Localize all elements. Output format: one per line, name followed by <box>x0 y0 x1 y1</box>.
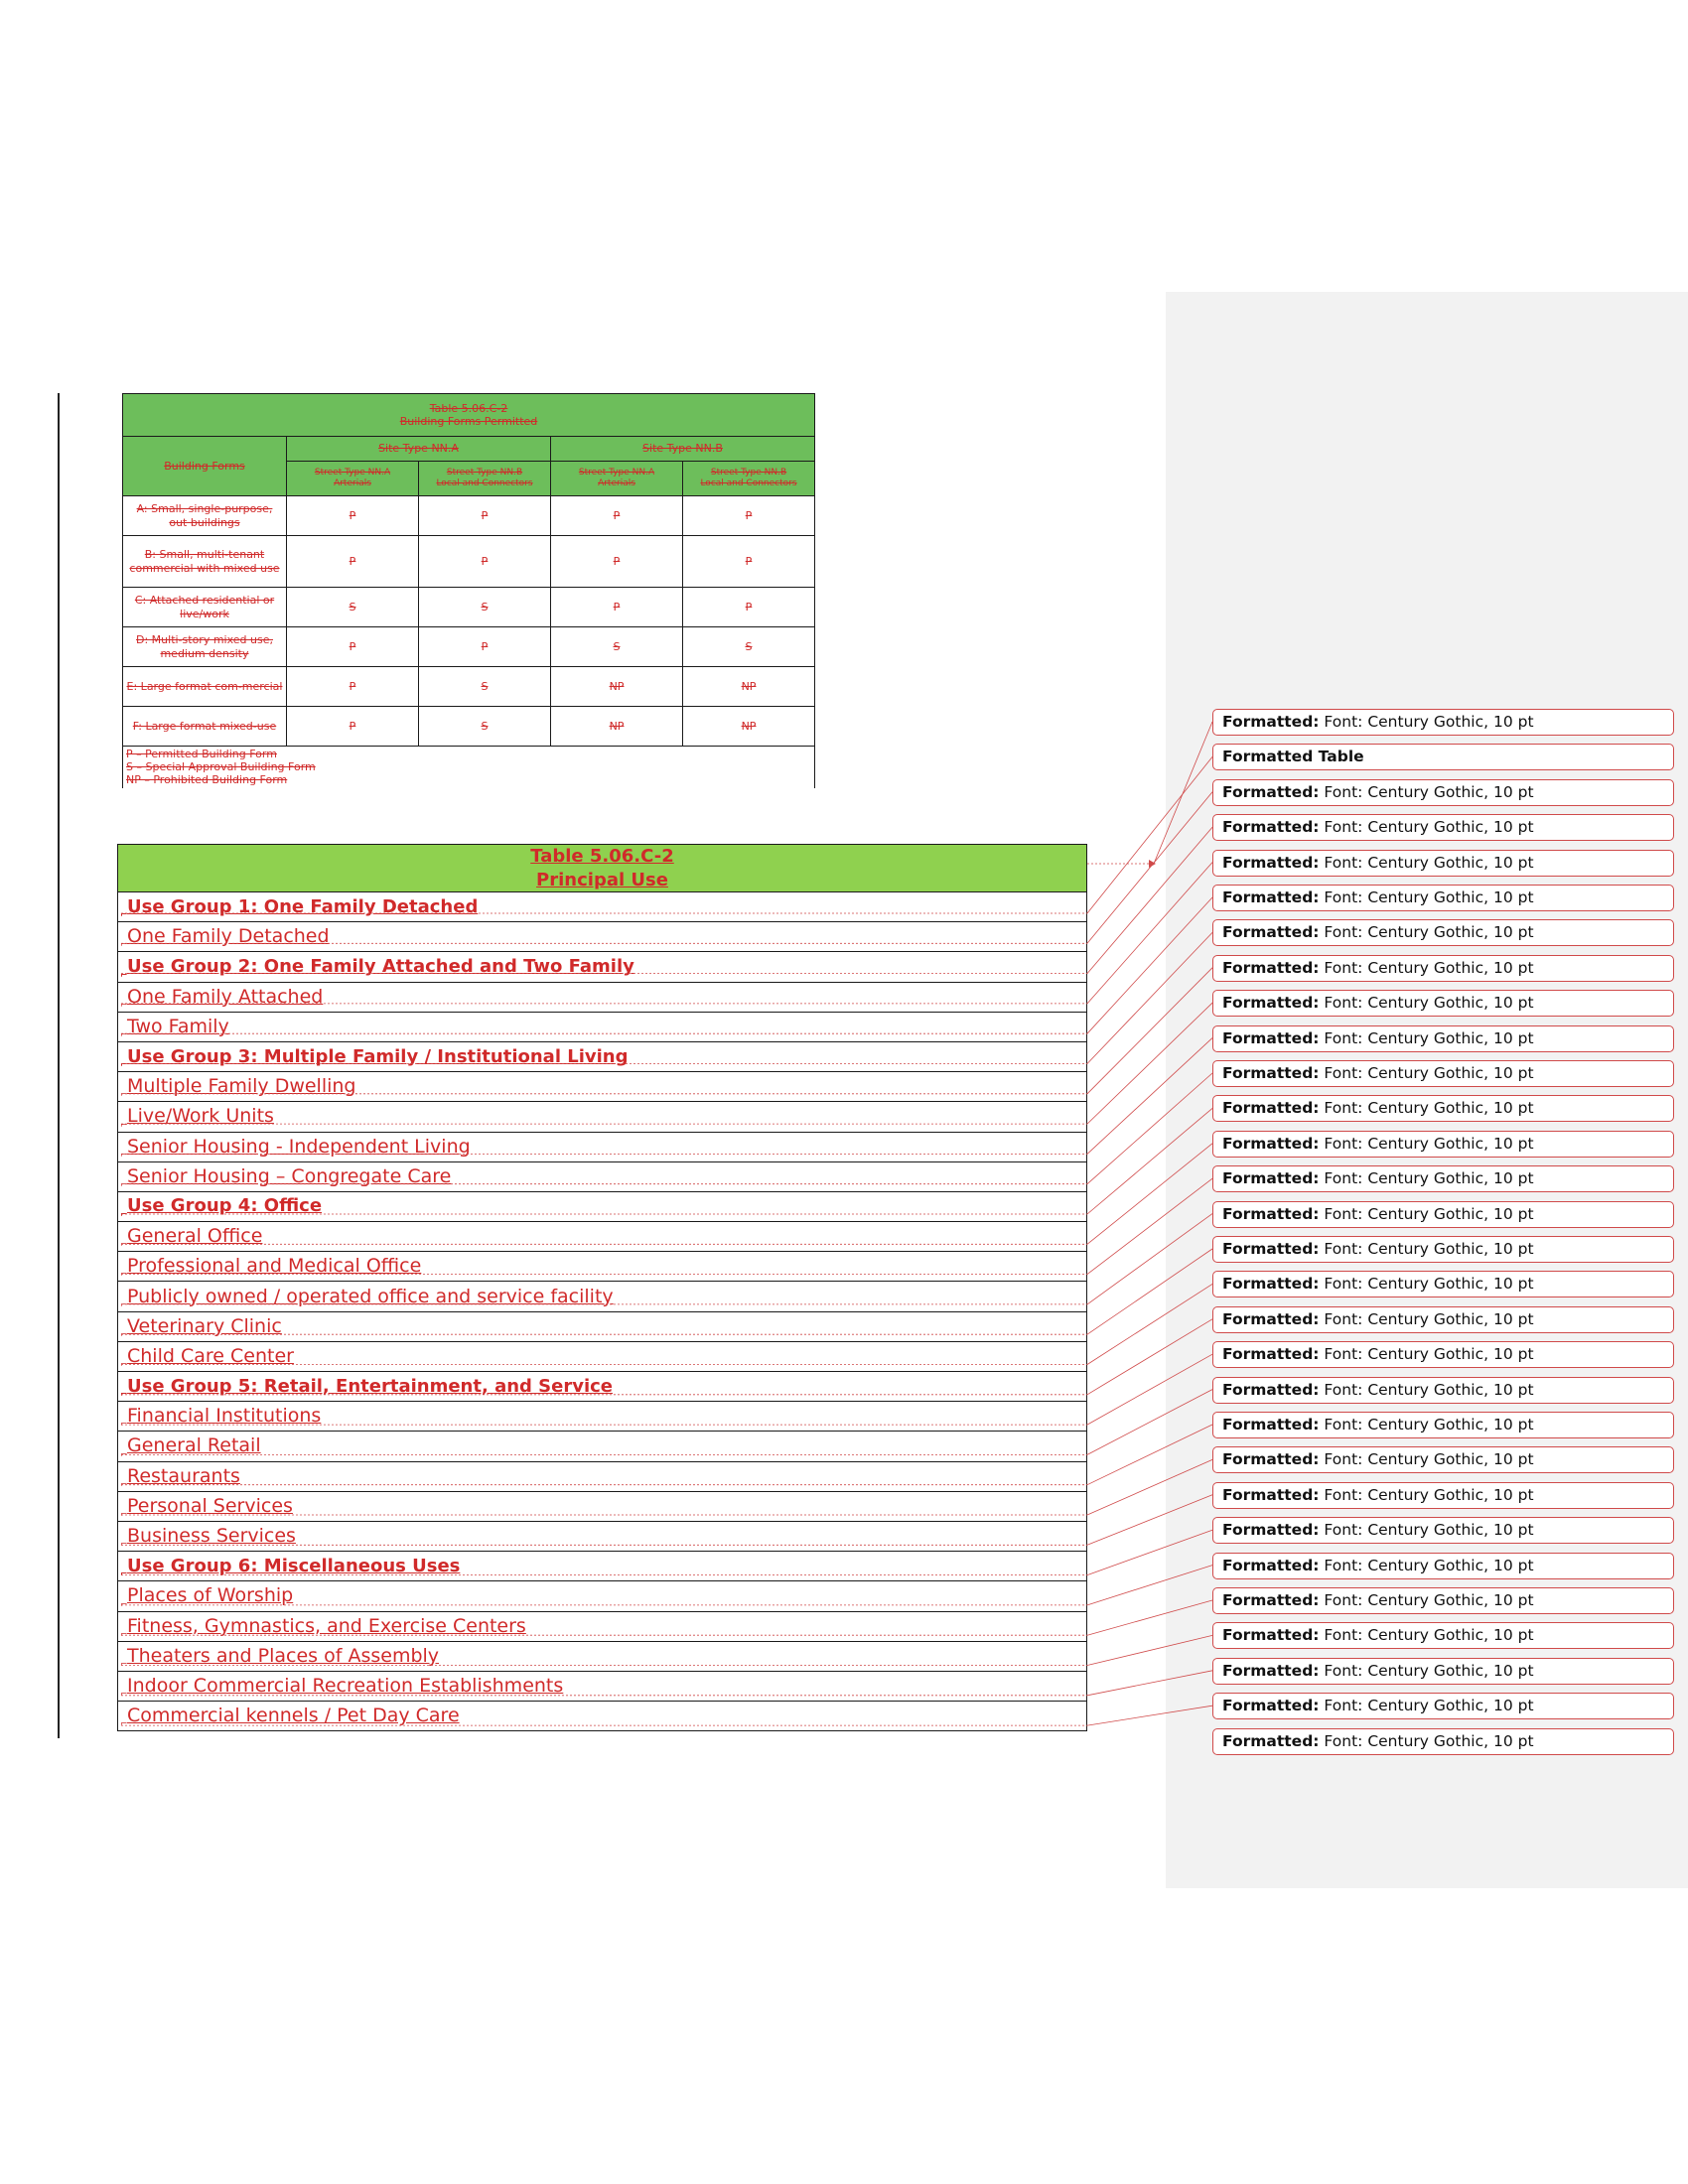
street-class: Arterials <box>334 478 371 488</box>
use-label: Two Family <box>127 1015 229 1037</box>
comment-connector-line <box>1087 968 1212 1094</box>
comment-label: Formatted: <box>1222 1697 1320 1715</box>
comment-detail: Font: Century Gothic, 10 pt <box>1319 1028 1534 1047</box>
building-form-cell: E: Large format com-mercial <box>123 667 287 707</box>
comment-label: Formatted: <box>1222 1626 1320 1645</box>
use-label: Use Group 6: Miscellaneous Uses <box>127 1555 461 1576</box>
use-label: Use Group 2: One Family Attached and Two Family <box>127 955 634 977</box>
revision-marker-icon: ⌐ <box>120 1629 128 1640</box>
comment-connector-line <box>1087 1706 1212 1725</box>
comment-label: Formatted: <box>1222 1134 1320 1153</box>
use-label: Business Services <box>127 1525 296 1548</box>
street-type: Street Type NN.A <box>314 468 391 478</box>
building-form-cell: F: Large format mixed-use <box>123 707 287 747</box>
use-label: Indoor Commercial Recreation Establishments <box>127 1674 564 1697</box>
comment-detail: Font: Century Gothic, 10 pt <box>1319 1309 1534 1328</box>
street-type: Street Type NN.B <box>710 468 787 478</box>
revision-marker-icon: ⌐ <box>120 1390 128 1401</box>
comment-connector-line <box>1087 1354 1212 1425</box>
permission-code-cell: P <box>551 588 683 627</box>
comment-connector-line <box>1087 1495 1212 1546</box>
comment-label: Formatted: <box>1222 1450 1320 1469</box>
comment-connector-line <box>1087 1038 1212 1155</box>
comment-detail: Font: Century Gothic, 10 pt <box>1319 1661 1534 1680</box>
comment-detail: Font: Century Gothic, 10 pt <box>1319 1275 1534 1294</box>
old-site-a-header: Site Type NN.A <box>287 437 551 462</box>
comment-balloon[interactable] <box>1212 919 1674 946</box>
comment-balloon[interactable] <box>1212 709 1674 736</box>
comment-balloon[interactable] <box>1212 1095 1674 1122</box>
comment-connector-line <box>1087 1108 1212 1214</box>
revision-marker-icon: ⌐ <box>120 910 128 921</box>
comment-label: Formatted Table <box>1222 748 1364 766</box>
comment-detail: Font: Century Gothic, 10 pt <box>1319 818 1534 837</box>
revision-marker-icon: ⌐ <box>120 1120 128 1131</box>
use-label: Commercial kennels / Pet Day Care <box>127 1705 460 1727</box>
comment-balloon[interactable] <box>1212 1025 1674 1052</box>
comment-label: Formatted: <box>1222 1345 1320 1364</box>
comment-detail: Font: Century Gothic, 10 pt <box>1319 1697 1534 1715</box>
comment-detail: Font: Century Gothic, 10 pt <box>1319 994 1534 1013</box>
use-label: Financial Institutions <box>127 1405 322 1428</box>
comment-connector-line <box>1087 1003 1212 1124</box>
comment-balloon[interactable] <box>1212 1271 1674 1297</box>
comment-connector-line <box>1087 863 1212 1004</box>
use-label: Professional and Medical Office <box>127 1255 422 1278</box>
comment-label: Formatted: <box>1222 1169 1320 1188</box>
comment-label: Formatted: <box>1222 1309 1320 1328</box>
comment-connector-line <box>1087 1178 1212 1274</box>
comment-balloon[interactable] <box>1212 1622 1674 1649</box>
comment-detail: Font: Century Gothic, 10 pt <box>1319 1450 1534 1469</box>
comment-detail: Font: Century Gothic, 10 pt <box>1319 1556 1534 1574</box>
revision-marker-icon: ⌐ <box>120 1570 128 1580</box>
comment-connector-line <box>1087 1144 1212 1245</box>
comment-detail: Font: Century Gothic, 10 pt <box>1319 888 1534 906</box>
comment-label: Formatted: <box>1222 1240 1320 1258</box>
street-class: Local and Connectors <box>436 478 533 488</box>
comment-label: Formatted: <box>1222 1275 1320 1294</box>
revision-marker-icon: ⌐ <box>120 1329 128 1340</box>
comment-connector-line <box>1087 1214 1212 1304</box>
use-label: Fitness, Gymnastics, and Exercise Centers <box>127 1614 526 1637</box>
comment-balloon[interactable] <box>1212 1587 1674 1614</box>
old-site-b-header: Site Type NN.B <box>551 437 815 462</box>
legend-special-approval: S – Special Approval Building Form <box>126 760 316 774</box>
comment-balloon[interactable] <box>1212 1341 1674 1368</box>
revision-marker-icon: ⌐ <box>120 1540 128 1551</box>
old-col-building-forms: Building Forms <box>123 437 287 496</box>
permission-code-cell: S <box>419 707 551 747</box>
comment-connector-line <box>1087 932 1212 1063</box>
comment-label: Formatted: <box>1222 1380 1320 1399</box>
comment-detail: Font: Century Gothic, 10 pt <box>1319 713 1534 731</box>
legend-permitted: P – Permitted Building Form <box>126 748 277 760</box>
use-label: Personal Services <box>127 1494 293 1517</box>
comment-balloon[interactable] <box>1212 1482 1674 1509</box>
comment-label: Formatted: <box>1222 923 1320 942</box>
revision-marker-icon: ⌐ <box>120 1719 128 1730</box>
comment-detail: Font: Century Gothic, 10 pt <box>1319 1169 1534 1188</box>
comment-balloon[interactable] <box>1212 744 1674 770</box>
revision-marker-icon: ⌐ <box>120 1090 128 1101</box>
comment-detail: Font: Century Gothic, 10 pt <box>1319 1345 1534 1364</box>
permission-code-cell: P <box>683 496 815 536</box>
comment-connector-line <box>1087 1530 1212 1574</box>
comment-detail: Font: Century Gothic, 10 pt <box>1319 1591 1534 1609</box>
comment-connector-line <box>1087 1249 1212 1334</box>
permission-code-cell: NP <box>683 707 815 747</box>
permission-code-cell: P <box>683 536 815 588</box>
comment-detail: Font: Century Gothic, 10 pt <box>1319 1380 1534 1399</box>
permission-code-cell: P <box>419 627 551 667</box>
building-form-cell: D: Multi-story mixed use, medium density <box>123 627 287 667</box>
comment-balloon[interactable] <box>1212 1446 1674 1473</box>
comment-label: Formatted: <box>1222 958 1320 977</box>
revision-marker-icon: ⌐ <box>120 1270 128 1281</box>
caption-line2: Principal Use <box>536 869 668 890</box>
comment-connector-line <box>1087 827 1212 973</box>
permission-code-cell: NP <box>551 707 683 747</box>
permission-code-cell: P <box>287 627 419 667</box>
comment-balloon[interactable] <box>1212 1165 1674 1192</box>
use-label: Use Group 3: Multiple Family / Institutional Living <box>127 1045 629 1067</box>
building-form-cell: C: Attached residential or live/work <box>123 588 287 627</box>
revision-marker-icon: ⌐ <box>120 970 128 981</box>
comment-balloon[interactable] <box>1212 779 1674 806</box>
comment-balloon[interactable] <box>1212 955 1674 982</box>
street-type: Street Type NN.A <box>578 468 655 478</box>
permission-code-cell: P <box>551 536 683 588</box>
permission-code-cell: P <box>683 588 815 627</box>
comment-connector-line <box>1087 756 1212 913</box>
permission-code-cell: S <box>419 588 551 627</box>
comment-detail: Font: Century Gothic, 10 pt <box>1319 923 1534 942</box>
permission-code-cell: S <box>419 667 551 707</box>
revision-marker-icon: ⌐ <box>120 1360 128 1370</box>
comment-balloon[interactable] <box>1212 850 1674 877</box>
comment-balloon[interactable] <box>1212 1693 1674 1719</box>
comment-label: Formatted: <box>1222 1028 1320 1047</box>
comment-detail: Font: Century Gothic, 10 pt <box>1319 1134 1534 1153</box>
permission-code-cell: S <box>287 588 419 627</box>
permission-code-cell: P <box>419 536 551 588</box>
comment-detail: Font: Century Gothic, 10 pt <box>1319 1731 1534 1750</box>
comment-balloon[interactable] <box>1212 885 1674 911</box>
revision-marker-icon: ⌐ <box>120 1060 128 1071</box>
revision-marker-icon: ⌐ <box>120 1449 128 1460</box>
comment-connector-line <box>1087 1319 1212 1395</box>
comment-connector-line <box>1154 722 1212 864</box>
revision-marker-icon: ⌐ <box>120 1150 128 1160</box>
use-label: Multiple Family Dwelling <box>127 1075 356 1098</box>
use-label: One Family Attached <box>127 985 324 1008</box>
comment-label: Formatted: <box>1222 1731 1320 1750</box>
revision-marker-icon: ⌐ <box>120 1479 128 1490</box>
revision-marker-icon: ⌐ <box>120 1420 128 1431</box>
comment-balloon[interactable] <box>1212 990 1674 1017</box>
comment-detail: Font: Century Gothic, 10 pt <box>1319 1204 1534 1223</box>
use-label: One Family Detached <box>127 925 330 948</box>
comment-detail: Font: Century Gothic, 10 pt <box>1319 1240 1534 1258</box>
comment-detail: Font: Century Gothic, 10 pt <box>1319 1521 1534 1540</box>
use-label: General Retail <box>127 1434 261 1457</box>
use-label: Places of Worship <box>127 1584 294 1607</box>
comment-label: Formatted: <box>1222 853 1320 872</box>
comment-label: Formatted: <box>1222 713 1320 731</box>
comment-connector-line <box>1087 1073 1212 1184</box>
street-type: Street Type NN.B <box>446 468 523 478</box>
permission-code-cell: P <box>419 496 551 536</box>
revision-marker-icon: ⌐ <box>120 1299 128 1310</box>
comment-balloon[interactable] <box>1212 1553 1674 1579</box>
revision-marker-icon: ⌐ <box>120 1240 128 1251</box>
comment-balloon[interactable] <box>1212 1060 1674 1087</box>
use-label: General Office <box>127 1225 263 1248</box>
revision-marker-icon: ⌐ <box>120 940 128 951</box>
comment-label: Formatted: <box>1222 782 1320 801</box>
use-label: Senior Housing - Independent Living <box>127 1135 471 1158</box>
comment-connector-line <box>1087 792 1212 944</box>
comment-balloon[interactable] <box>1212 1658 1674 1685</box>
comment-connector-line <box>1087 1284 1212 1364</box>
permission-code-cell: NP <box>683 667 815 707</box>
revision-marker-icon: ⌐ <box>120 1000 128 1011</box>
old-table-title-line2: Building Forms Permitted <box>399 415 538 428</box>
revision-marker-icon: ⌐ <box>120 1210 128 1221</box>
comment-detail: Font: Century Gothic, 10 pt <box>1319 958 1534 977</box>
use-label: Child Care Center <box>127 1344 294 1367</box>
comment-detail: Font: Century Gothic, 10 pt <box>1319 1099 1534 1118</box>
comment-balloon[interactable] <box>1212 1517 1674 1544</box>
revision-marker-icon: ⌐ <box>120 1690 128 1701</box>
comment-connector-line <box>1087 1425 1212 1485</box>
comment-balloon[interactable] <box>1212 1201 1674 1228</box>
comment-label: Formatted: <box>1222 1099 1320 1118</box>
permission-code-cell: P <box>287 496 419 536</box>
use-label: Senior Housing – Congregate Care <box>127 1164 452 1187</box>
comment-detail: Font: Century Gothic, 10 pt <box>1319 1416 1534 1433</box>
use-label: Use Group 1: One Family Detached <box>127 895 479 917</box>
comment-connector-line <box>1087 1671 1212 1696</box>
comment-label: Formatted: <box>1222 1416 1320 1433</box>
revision-marker-icon: ⌐ <box>120 1659 128 1670</box>
comment-balloon[interactable] <box>1212 1728 1674 1755</box>
comment-label: Formatted: <box>1222 888 1320 906</box>
comment-detail: Font: Century Gothic, 10 pt <box>1319 1485 1534 1504</box>
legend-prohibited: NP – Prohibited Building Form <box>126 773 288 787</box>
use-label: Use Group 5: Retail, Entertainment, and Service <box>127 1375 614 1397</box>
comment-balloon[interactable] <box>1212 1412 1674 1438</box>
comment-label: Formatted: <box>1222 1591 1320 1609</box>
comment-connector-line <box>1087 1635 1212 1665</box>
comment-connector-line <box>1087 1566 1212 1605</box>
comment-label: Formatted: <box>1222 1661 1320 1680</box>
old-table-title-line1: Table 5.06.C-2 <box>429 401 508 415</box>
revision-marker-icon: ⌐ <box>120 1029 128 1040</box>
comment-label: Formatted: <box>1222 1064 1320 1082</box>
comment-label: Formatted: <box>1222 818 1320 837</box>
comment-detail: Font: Century Gothic, 10 pt <box>1319 853 1534 872</box>
comment-label: Formatted: <box>1222 1204 1320 1223</box>
permission-code-cell: P <box>287 667 419 707</box>
permission-code-cell: P <box>287 707 419 747</box>
revision-marker-icon: ⌐ <box>120 1509 128 1520</box>
permission-code-cell: S <box>551 627 683 667</box>
permission-code-cell: S <box>683 627 815 667</box>
comment-label: Formatted: <box>1222 1521 1320 1540</box>
comment-detail: Font: Century Gothic, 10 pt <box>1319 1626 1534 1645</box>
caption-line1: Table 5.06.C-2 <box>530 846 674 868</box>
comment-balloon[interactable] <box>1212 1377 1674 1404</box>
comment-connector-line <box>1087 897 1212 1033</box>
comment-label: Formatted: <box>1222 1485 1320 1504</box>
street-class: Arterials <box>598 478 635 488</box>
comment-label: Formatted: <box>1222 1556 1320 1574</box>
comment-label: Formatted: <box>1222 994 1320 1013</box>
comment-detail: Font: Century Gothic, 10 pt <box>1319 1064 1534 1082</box>
permission-code-cell: P <box>551 496 683 536</box>
comment-balloon[interactable] <box>1212 1306 1674 1333</box>
permission-code-cell: NP <box>551 667 683 707</box>
building-form-cell: B: Small, multi-tenant commercial with mixed use <box>123 536 287 588</box>
use-label: Live/Work Units <box>127 1105 274 1128</box>
street-class: Local and Connectors <box>700 478 797 488</box>
comment-detail: Font: Century Gothic, 10 pt <box>1319 782 1534 801</box>
building-form-cell: A: Small, single-purpose, out buildings <box>123 496 287 536</box>
use-label: Restaurants <box>127 1464 240 1487</box>
revision-marker-icon: ⌐ <box>120 1179 128 1190</box>
revision-marker-icon: ⌐ <box>120 1599 128 1610</box>
comment-connector-line <box>1087 1600 1212 1635</box>
use-label: Publicly owned / operated office and service facility <box>127 1285 614 1307</box>
permission-code-cell: P <box>287 536 419 588</box>
comment-balloon[interactable] <box>1212 1131 1674 1158</box>
comment-balloon[interactable] <box>1212 1236 1674 1263</box>
comment-balloon[interactable] <box>1212 814 1674 841</box>
use-label: Use Group 4: Office <box>127 1195 323 1217</box>
use-label: Veterinary Clinic <box>127 1314 282 1337</box>
use-label: Theaters and Places of Assembly <box>127 1644 440 1667</box>
comment-connector-line <box>1087 1459 1212 1515</box>
comment-connector-line <box>1087 1390 1212 1455</box>
